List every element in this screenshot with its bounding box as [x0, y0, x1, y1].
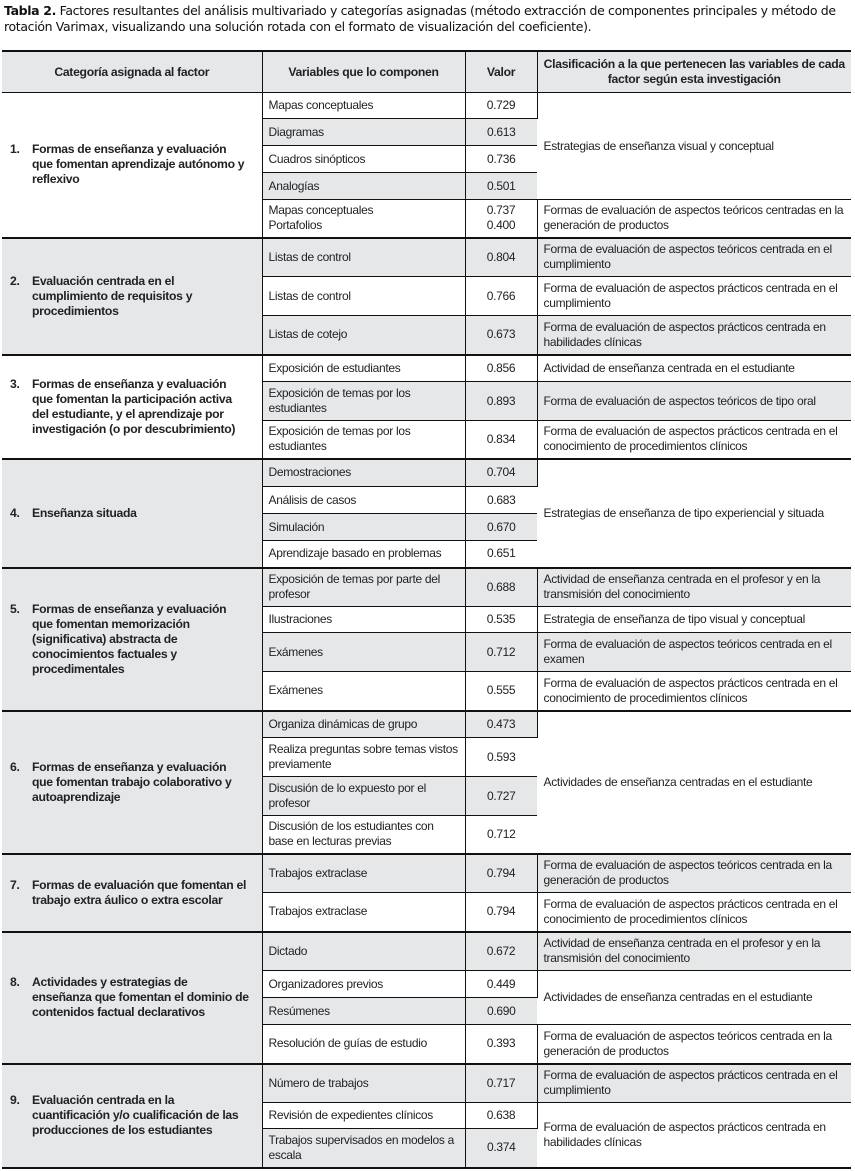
classification-cell: Actividades de enseñanza centradas en el estudiante — [537, 711, 851, 854]
category-cell — [2, 932, 262, 1064]
loading-value: 0.593 — [486, 749, 516, 764]
variable-name: Discusión de los estudiantes con base en lecturas previas — [268, 819, 434, 849]
classification-cell: Forma de evaluación de aspectos prácticos centrada en el cumplimiento — [537, 277, 851, 316]
value-cell — [465, 816, 537, 854]
value-cell — [465, 932, 537, 971]
value-cell — [465, 421, 537, 459]
category-cell — [2, 238, 262, 355]
factors-table — [2, 50, 851, 1169]
table-row — [2, 93, 851, 119]
value-cell — [465, 568, 537, 607]
variable-name: Organizadores previos — [268, 976, 383, 991]
variables-cell — [262, 633, 465, 672]
loading-value: 0.672 — [486, 943, 516, 958]
variable-name: Dictado — [268, 943, 308, 958]
variable-name: Exposición de temas por los estudiantes — [268, 386, 411, 415]
variable-name: Número de trabajos — [268, 1075, 369, 1090]
value-cell — [465, 487, 537, 514]
variable-name: Diagramas — [268, 124, 324, 139]
loading-value: 0.400 — [486, 218, 516, 233]
variables-cell — [262, 200, 465, 238]
variable-name: Revisión de expedientes clínicos — [268, 1108, 433, 1122]
value-cell — [465, 607, 537, 633]
value-cell — [465, 541, 537, 568]
category-number: 2. — [10, 273, 20, 288]
variables-cell — [262, 932, 465, 971]
category-cell — [2, 854, 262, 932]
header-variables: Variables que lo componen — [262, 51, 465, 93]
table-row — [2, 711, 851, 738]
loading-value: 0.688 — [486, 579, 516, 594]
variables-cell — [262, 487, 465, 514]
variables-cell — [262, 607, 465, 633]
variable-name: Listas de control — [268, 249, 351, 264]
category-name: Formas de evaluación que fomentan el trabajo extra áulico o extra escolar — [32, 877, 247, 907]
classification-cell: Forma de evaluación de aspectos prácticos centrada en el conocimiento de procedimientos clínicos — [537, 421, 851, 459]
classification-cell: Forma de evaluación de aspectos prácticos centrada en el conocimiento de procedimientos clínicos — [537, 893, 851, 932]
variables-cell — [262, 277, 465, 316]
category-name: Formas de enseñanza y evaluación que fomentan trabajo colaborativo y autoaprendizaje — [32, 759, 232, 804]
variable-name: Mapas conceptuales — [268, 203, 374, 218]
variable-name: Trabajos extraclase — [268, 904, 368, 919]
variable-name: Trabajos extraclase — [268, 865, 368, 880]
value-cell — [465, 633, 537, 672]
classification-cell: Forma de evaluación de aspectos teóricos centrada en el examen — [537, 633, 851, 672]
loading-value: 0.613 — [486, 124, 516, 139]
category-number: 7. — [10, 877, 20, 892]
variable-name: Aprendizaje basado en problemas — [268, 546, 442, 561]
variable-name: Realiza preguntas sobre temas vistos previamente — [268, 742, 458, 771]
value-cell — [465, 277, 537, 316]
category-cell — [2, 568, 262, 711]
loading-value: 0.804 — [486, 249, 516, 264]
variables-cell — [262, 1025, 465, 1064]
loading-value: 0.717 — [486, 1075, 516, 1090]
value-cell — [465, 146, 537, 173]
table-row — [2, 459, 851, 487]
variables-cell — [262, 119, 465, 146]
loading-value: 0.670 — [486, 519, 516, 534]
table-row — [2, 355, 851, 382]
variable-name: Exámenes — [268, 683, 323, 698]
caption-text: Factores resultantes del análisis multivariado y categorías asignadas (método extracción de componentes principales y método de rotación Varimax, visualizando una solución rotada con el formato de visualización del coeficiente). — [4, 3, 836, 34]
classification-cell: Forma de evaluación de aspectos teóricos centrada en el cumplimiento — [537, 238, 851, 277]
variable-name: Mapas conceptuales — [268, 98, 374, 112]
variables-cell — [262, 1103, 465, 1129]
loading-value: 0.766 — [486, 288, 516, 303]
variable-name: Exposición de temas por los estudiantes — [268, 424, 411, 454]
loading-value: 0.449 — [486, 976, 516, 991]
classification-cell: Forma de evaluación de aspectos teóricos de tipo oral — [537, 382, 851, 421]
variables-cell — [262, 777, 465, 816]
variables-cell — [262, 672, 465, 711]
loading-value: 0.794 — [486, 904, 516, 919]
category-number: 1. — [10, 142, 20, 157]
variable-name: Portafolios — [268, 218, 322, 233]
variable-name: Simulación — [268, 519, 325, 534]
loading-value: 0.555 — [486, 683, 516, 698]
value-cell — [465, 514, 537, 541]
classification-cell: Forma de evaluación de aspectos prácticos centrada en habilidades clínicas — [537, 1103, 851, 1168]
loading-value: 0.729 — [486, 98, 516, 112]
variables-cell — [262, 382, 465, 421]
variables-cell — [262, 738, 465, 777]
header-category: Categoría asignada al factor — [2, 51, 262, 93]
caption-label: Tabla 2. — [4, 3, 57, 18]
value-cell — [465, 119, 537, 146]
category-name: Formas de enseñanza y evaluación que fomentan aprendizaje autónomo y reflexivo — [32, 142, 245, 187]
variable-name: Organiza dinámicas de grupo — [268, 716, 418, 731]
variable-name: Demostraciones — [268, 465, 352, 480]
value-cell — [465, 459, 537, 487]
variables-cell — [262, 173, 465, 200]
loading-value: 0.737 — [486, 203, 516, 218]
loading-value: 0.535 — [486, 612, 516, 626]
classification-cell: Actividad de enseñanza centrada en el estudiante — [537, 355, 851, 382]
value-cell — [465, 1103, 537, 1129]
category-cell — [2, 459, 262, 568]
loading-value: 0.736 — [486, 151, 516, 166]
variables-cell — [262, 816, 465, 854]
value-cell — [465, 316, 537, 355]
category-name: Evaluación centrada en la cuantificación y/o cualificación de las producciones de los estudiantes — [32, 1093, 239, 1137]
loading-value: 0.683 — [486, 492, 516, 507]
value-cell — [465, 1064, 537, 1103]
variables-cell — [262, 93, 465, 119]
category-number: 6. — [10, 759, 20, 774]
table-caption — [4, 3, 852, 35]
table-row — [2, 1064, 851, 1103]
variables-cell — [262, 893, 465, 932]
category-number: 3. — [10, 376, 20, 391]
header-classification: Clasificación a la que pertenecen las variables de cada factor según esta investigación — [537, 51, 851, 93]
table-row — [2, 238, 851, 277]
classification-cell: Actividad de enseñanza centrada en el profesor y en la transmisión del conocimiento — [537, 568, 851, 607]
variables-cell — [262, 146, 465, 173]
loading-value: 0.834 — [486, 431, 516, 446]
loading-value: 0.712 — [486, 644, 516, 659]
variables-cell — [262, 1064, 465, 1103]
variable-name: Exposición de estudiantes — [268, 360, 401, 375]
variables-cell — [262, 854, 465, 893]
category-cell — [2, 355, 262, 459]
value-cell — [465, 1025, 537, 1064]
variables-cell — [262, 711, 465, 738]
variables-cell — [262, 971, 465, 998]
variable-name: Resúmenes — [268, 1003, 330, 1018]
table-row — [2, 932, 851, 971]
category-number: 8. — [10, 975, 20, 989]
variables-cell — [262, 238, 465, 277]
loading-value: 0.690 — [486, 1003, 516, 1018]
variables-cell — [262, 998, 465, 1025]
loading-value: 0.893 — [486, 393, 516, 408]
loading-value: 0.856 — [486, 360, 516, 375]
variable-name: Listas de control — [268, 288, 351, 303]
category-cell — [2, 1064, 262, 1168]
category-number: 5. — [10, 601, 20, 616]
category-cell — [2, 711, 262, 854]
variables-cell — [262, 421, 465, 459]
variable-name: Análisis de casos — [268, 492, 357, 507]
value-cell — [465, 971, 537, 998]
header-value: Valor — [465, 51, 537, 93]
category-name: Enseñanza situada — [32, 505, 137, 520]
classification-cell: Forma de evaluación de aspectos prácticos centrada en el cumplimiento — [537, 1064, 851, 1103]
variable-name: Ilustraciones — [268, 612, 332, 626]
loading-value: 0.651 — [486, 546, 516, 561]
value-cell — [465, 355, 537, 382]
classification-cell: Estrategias de enseñanza visual y conceptual — [537, 93, 851, 200]
loading-value: 0.374 — [486, 1140, 516, 1155]
variables-cell — [262, 541, 465, 568]
value-cell — [465, 854, 537, 893]
category-number: 9. — [10, 1093, 20, 1107]
variable-name: Resolución de guías de estudio — [268, 1036, 427, 1051]
category-cell — [2, 93, 262, 238]
loading-value: 0.727 — [486, 788, 516, 803]
classification-cell: Estrategia de enseñanza de tipo visual y conceptual — [537, 607, 851, 633]
category-name: Actividades y estrategias de enseñanza que fomentan el dominio de contenidos factual declarativos — [32, 975, 249, 1019]
classification-cell: Actividad de enseñanza centrada en el profesor y en la transmisión del conocimiento — [537, 932, 851, 971]
value-cell — [465, 738, 537, 777]
value-cell — [465, 382, 537, 421]
value-cell — [465, 200, 537, 238]
variable-name: Analogías — [268, 178, 320, 193]
classification-cell: Actividades de enseñanza centradas en el estudiante — [537, 971, 851, 1025]
loading-value: 0.501 — [486, 178, 516, 193]
variables-cell — [262, 316, 465, 355]
variable-name: Exposición de temas por parte del profesor — [268, 572, 441, 602]
table-row — [2, 854, 851, 893]
loading-value: 0.393 — [486, 1036, 516, 1051]
category-name: Evaluación centrada en el cumplimiento de requisitos y procedimientos — [32, 273, 193, 318]
value-cell — [465, 893, 537, 932]
classification-cell: Forma de evaluación de aspectos teóricos centrada en la generación de productos — [537, 854, 851, 893]
value-cell — [465, 777, 537, 816]
loading-value: 0.704 — [486, 465, 516, 480]
category-number: 4. — [10, 505, 20, 520]
value-cell — [465, 711, 537, 738]
variable-name: Exámenes — [268, 644, 323, 659]
classification-cell: Forma de evaluación de aspectos teóricos centrada en la generación de productos — [537, 1025, 851, 1064]
variable-name: Trabajos supervisados en modelos a escala — [268, 1132, 454, 1162]
classification-cell: Forma de evaluación de aspectos prácticos centrada en habilidades clínicas — [537, 316, 851, 355]
value-cell — [465, 173, 537, 200]
loading-value: 0.638 — [486, 1108, 516, 1122]
variables-cell — [262, 568, 465, 607]
category-name: Formas de enseñanza y evaluación que fomentan memorización (significativa) abstracta de conocimientos factuales y procedimentales — [32, 601, 227, 676]
value-cell — [465, 238, 537, 277]
classification-cell: Estrategias de enseñanza de tipo experiencial y situada — [537, 459, 851, 568]
classification-cell: Forma de evaluación de aspectos prácticos centrada en el conocimiento de procedimientos clínicos — [537, 672, 851, 711]
value-cell — [465, 1129, 537, 1168]
value-cell — [465, 93, 537, 119]
variables-cell — [262, 355, 465, 382]
loading-value: 0.473 — [486, 716, 516, 731]
loading-value: 0.673 — [486, 327, 516, 342]
value-cell — [465, 998, 537, 1025]
variable-name: Discusión de lo expuesto por el profesor — [268, 781, 426, 810]
table-row — [2, 568, 851, 607]
variables-cell — [262, 459, 465, 487]
header-row — [2, 51, 851, 93]
loading-value: 0.712 — [486, 826, 516, 841]
classification-cell: Formas de evaluación de aspectos teóricos centradas en la generación de productos — [537, 200, 851, 238]
loading-value: 0.794 — [486, 865, 516, 880]
category-name: Formas de enseñanza y evaluación que fomentan la participación activa del estudiante, y el aprendizaje por investigación (o por descubrimiento) — [32, 376, 236, 436]
variables-cell — [262, 1129, 465, 1168]
variable-name: Cuadros sinópticos — [268, 151, 366, 166]
variable-name: Listas de cotejo — [268, 327, 348, 342]
variables-cell — [262, 514, 465, 541]
value-cell — [465, 672, 537, 711]
